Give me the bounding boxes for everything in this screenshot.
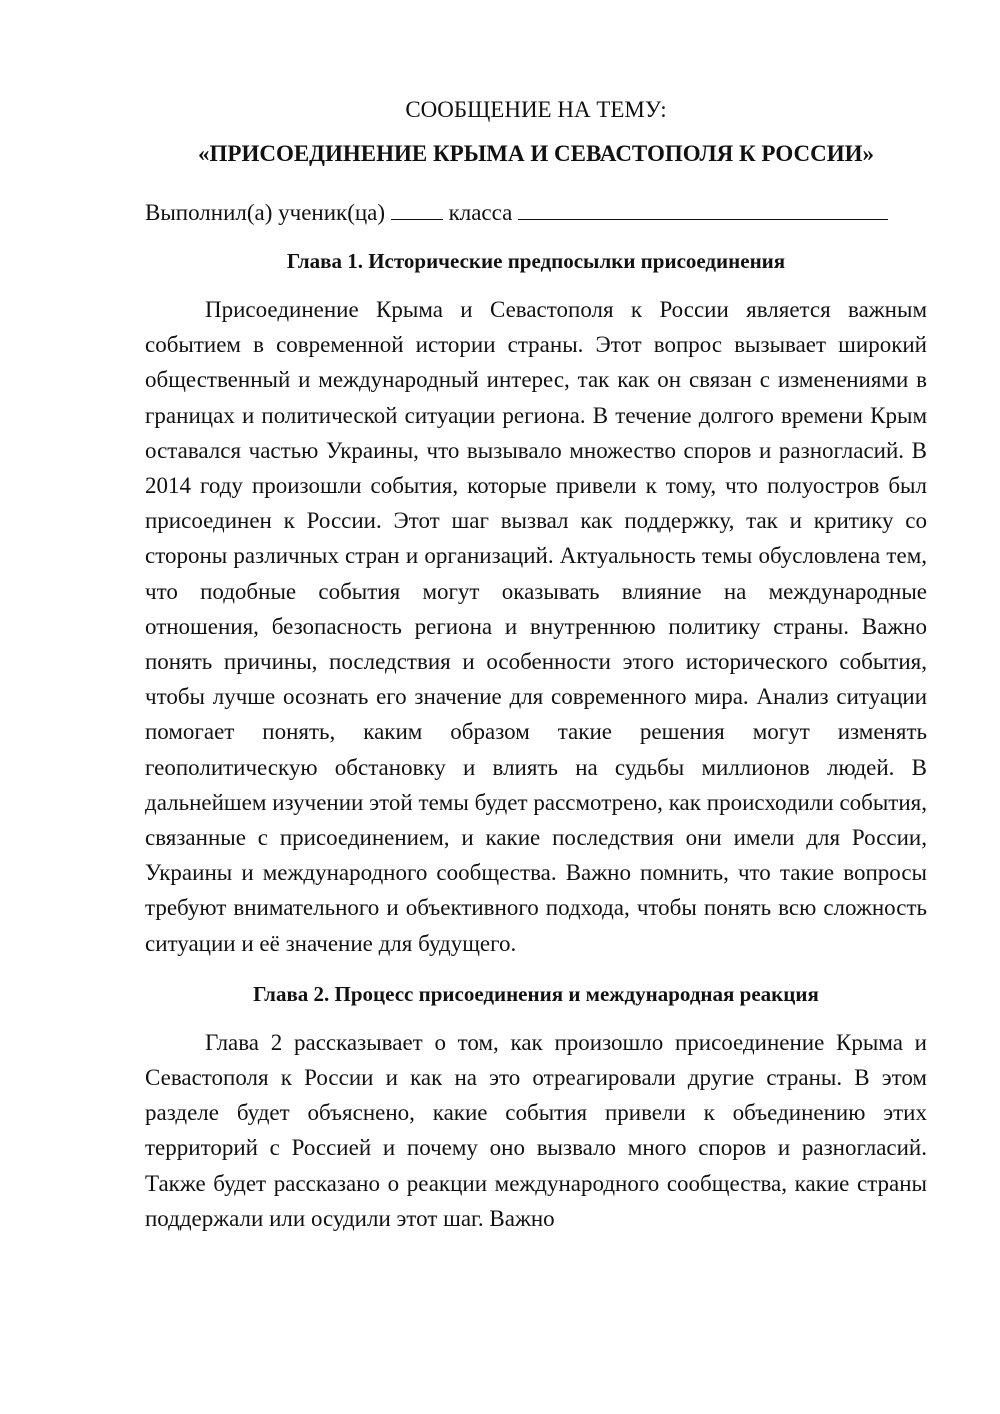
chapter-2-paragraph: Глава 2 рассказывает о том, как произошло присоединение Крыма и Севастополя к России и как на это отреагировали другие страны. В этом разделе будет объяснено, какие события привели к объединению этих территорий с Россией и почему оно вызвало много споров и разногласий. Также будет рассказано о реакции международного сообщества, какие страны поддержали или осудили этот шаг. Важно — [145, 1029, 927, 1231]
document-page — [145, 95, 927, 1236]
document-title-line-1: СООБЩЕНИЕ НА ТЕМУ: — [405, 97, 667, 122]
document-title-line-2: «ПРИСОЕДИНЕНИЕ КРЫМА И СЕВАСТОПОЛЯ К РОССИИ» — [198, 141, 874, 166]
name-blank — [518, 197, 888, 220]
grade-blank — [391, 197, 443, 220]
author-line — [145, 197, 927, 228]
chapter-1-paragraph: Присоединение Крыма и Севастополя к России является важным событием в современной истории страны. Этот вопрос вызывает широкий общественный и международный интерес, так как он связан с изменениями в границах и политической ситуации региона. В течение долгого времени Крым оставался частью Украины, что вызывало множество споров и разногласий. В 2014 году произошли события, которые привели к тому, что полуостров был присоединен к России. Этот шаг вызвал как поддержку, так и критику со стороны различных стран и организаций. Актуальность темы обусловлена тем, что подобные события могут оказывать влияние на международные отношения, безопасность региона и внутреннюю политику страны. Важно понять причины, последствия и особенности этого исторического события, чтобы лучше осознать его значение для современного мира. Анализ ситуации помогает понять, каким образом такие решения могут изменять геополитическую обстановку и влиять на судьбы миллионов людей. В дальнейшем изучении этой темы будет рассмотрено, как происходили события, связанные с присоединением, и какие последствия они имели для России, Украины и международного сообщества. Важно помнить, что такие вопросы требуют внимательного и объективного подхода, чтобы понять всю сложность ситуации и её значение для будущего. — [145, 297, 927, 956]
author-middle: класса — [448, 200, 513, 225]
chapter-1-heading: Глава 1. Исторические предпосылки присоединения — [286, 249, 786, 273]
chapter-2-heading: Глава 2. Процесс присоединения и международная реакция — [253, 981, 819, 1006]
author-prefix: Выполнил(а) ученик(ца) — [145, 200, 386, 225]
